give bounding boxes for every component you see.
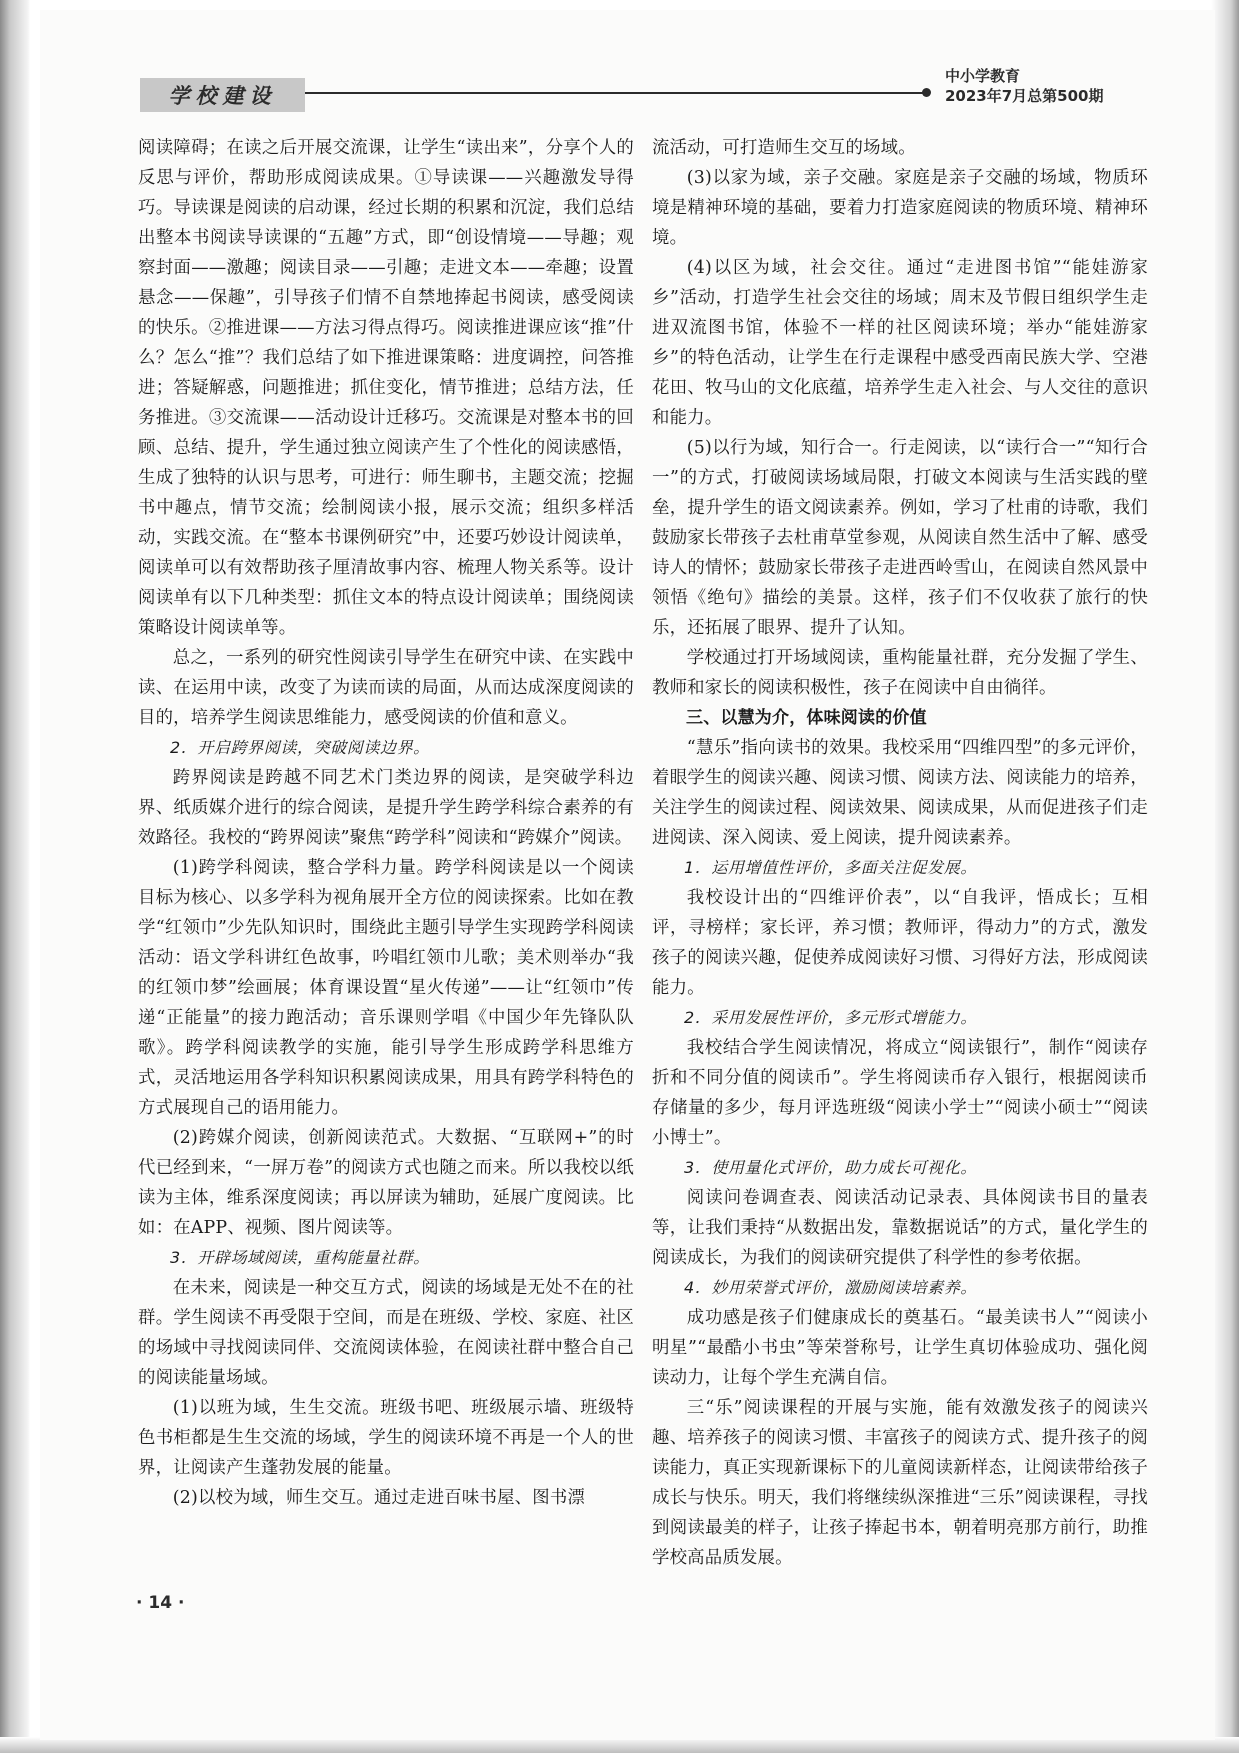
paragraph: (1)以班为域，生生交流。班级书吧、班级展示墙、班级特色书柜都是生生交流的场域，学生的阅读环境不再是一个人的世界，让阅读产生蓬勃发展的能量。 <box>138 1398 634 1478</box>
header-dot <box>922 88 931 97</box>
paragraph: 总之，一系列的研究性阅读引导学生在研究中读、在实践中读、在运用中读，改变了为读而读的局面，从而达成深度阅读的目的，培养学生阅读思维能力，感受阅读的价值和意义。 <box>138 648 634 728</box>
paragraph: 流活动，可打造师生交互的场域。 <box>652 138 916 158</box>
paragraph: (1)跨学科阅读，整合学科力量。跨学科阅读是以一个阅读目标为核心、以多学科为视角展开全方位的阅读探索。比如在教学“红领巾”少先队知识时，围绕此主题引导学生实现跨学科阅读活动：语文学科讲红色故事，吟唱红领巾儿歌；美术则举办“我的红领巾梦”绘画展；体育课设置“星火传递”——让“红领巾”传递“正能量”的接力跑活动；音乐课则学唱《中国少年先锋队队歌》。跨学科阅读教学的实施，能引导学生形成跨学科思维方式，灵活地运用各学科知识积累阅读成果，用具有跨学科特色的方式展现自己的语用能力。 <box>138 858 634 1118</box>
subheading: 2．开启跨界阅读，突破阅读边界。 <box>170 738 430 757</box>
journal-issue: 2023年7月总第500期 <box>945 87 1104 105</box>
page-number: · 14 · <box>136 1593 185 1613</box>
subheading: 2．采用发展性评价，多元形式增能力。 <box>684 1008 977 1027</box>
section-tag: 学校建设 <box>140 78 305 112</box>
paragraph: (2)跨媒介阅读，创新阅读范式。大数据、“互联网+”的时代已经到来，“一屏万卷”的阅读方式也随之而来。所以我校以纸读为主体，维系深度阅读；再以屏读为辅助，延展广度阅读。比如：在APP、视频、图片阅读等。 <box>138 1128 634 1238</box>
paragraph: (4)以区为域，社会交往。通过“走进图书馆”“能娃游家乡”活动，打造学生社会交往的场域；周末及节假日组织学生走进双流图书馆，体验不一样的社区阅读环境；举办“能娃游家乡”的特色活动，让学生在行走课程中感受西南民族大学、空港花田、牧马山的文化底蕴，培养学生走入社会、与人交往的意识和能力。 <box>652 258 1148 428</box>
subheading: 3．开辟场域阅读，重构能量社群。 <box>170 1248 430 1267</box>
paragraph: (2)以校为域，师生交互。通过走进百味书屋、图书漂 <box>172 1488 586 1508</box>
left-column <box>138 133 634 1513</box>
paragraph: 跨界阅读是跨越不同艺术门类边界的阅读，是突破学科边界、纸质媒介进行的综合阅读，是提升学生跨学科综合素养的有效路径。我校的“跨界阅读”聚焦“跨学科”阅读和“跨媒介”阅读。 <box>138 768 634 848</box>
paragraph: 阅读问卷调查表、阅读活动记录表、具体阅读书目的量表等，让我们秉持“从数据出发，靠数据说话”的方式，量化学生的阅读成长，为我们的阅读研究提供了科学性的参考依据。 <box>652 1188 1148 1268</box>
paragraph: 成功感是孩子们健康成长的奠基石。“最美读书人”“阅读小明星”“最酷小书虫”等荣誉称号，让学生真切体验成功、强化阅读动力，让每个学生充满自信。 <box>652 1308 1148 1388</box>
paragraph: “慧乐”指向读书的效果。我校采用“四维四型”的多元评价，着眼学生的阅读兴趣、阅读习惯、阅读方法、阅读能力的培养，关注学生的阅读过程、阅读效果、阅读成果，从而促进孩子们走进阅读、深入阅读、爱上阅读，提升阅读素养。 <box>652 738 1148 848</box>
paragraph: 我校设计出的“四维评价表”，以“自我评，悟成长；互相评，寻榜样；家长评，养习惯；教师评，得动力”的方式，激发孩子的阅读兴趣，促使养成阅读好习惯、习得好方法，形成阅读能力。 <box>652 888 1148 998</box>
paragraph: (3)以家为域，亲子交融。家庭是亲子交融的场域，物质环境是精神环境的基础，要着力打造家庭阅读的物质环境、精神环境。 <box>652 168 1148 248</box>
scan-edge-right <box>1211 0 1239 1753</box>
scan-edge-left <box>0 0 30 1753</box>
right-column <box>652 133 1148 1573</box>
paragraph: 我校结合学生阅读情况，将成立“阅读银行”，制作“阅读存折和不同分值的阅读币”。学生将阅读币存入银行，根据阅读币存储量的多少，每月评选班级“阅读小学士”“阅读小硕士”“阅读小博士”。 <box>652 1038 1148 1148</box>
paragraph: 在未来，阅读是一种交互方式，阅读的场域是无处不在的社群。学生阅读不再受限于空间，而是在班级、学校、家庭、社区的场域中寻找阅读同伴、交流阅读体验，在阅读社群中整合自己的阅读能量场域。 <box>138 1278 634 1388</box>
subheading: 1．运用增值性评价，多面关注促发展。 <box>684 858 977 877</box>
section-heading: 三、以慧为介，体味阅读的价值 <box>686 708 927 728</box>
paragraph: (5)以行为域，知行合一。行走阅读，以“读行合一”“知行合一”的方式，打破阅读场域局限，打破文本阅读与生活实践的壁垒，提升学生的语文阅读素养。例如，学习了杜甫的诗歌，我们鼓励家长带孩子去杜甫草堂参观，从阅读自然生活中了解、感受诗人的情怀；鼓励家长带孩子走进西岭雪山，在阅读自然风景中领悟《绝句》描绘的美景。这样，孩子们不仅收获了旅行的快乐，还拓展了眼界、提升了认知。 <box>652 438 1148 638</box>
subheading: 3．使用量化式评价，助力成长可视化。 <box>684 1158 977 1177</box>
subheading: 4．妙用荣誉式评价，激励阅读培素养。 <box>684 1278 977 1297</box>
journal-name: 中小学教育 <box>945 67 1021 85</box>
header-rule <box>305 92 925 94</box>
paragraph: 学校通过打开场域阅读，重构能量社群，充分发掘了学生、教师和家长的阅读积极性，孩子在阅读中自由徜徉。 <box>652 648 1148 698</box>
journal-info <box>945 66 1145 106</box>
paragraph: 三“乐”阅读课程的开展与实施，能有效激发孩子的阅读兴趣、培养孩子的阅读习惯、丰富孩子的阅读方式、提升孩子的阅读能力，真正实现新课标下的儿童阅读新样态，让阅读带给孩子成长与快乐。明天，我们将继续纵深推进“三乐”阅读课程，寻找到阅读最美的样子，让孩子捧起书本，朝着明亮那方前行，助推学校高品质发展。 <box>652 1398 1148 1568</box>
paragraph: 阅读障碍；在读之后开展交流课，让学生“读出来”，分享个人的反思与评价，帮助形成阅读成果。①导读课——兴趣激发导得巧。导读课是阅读的启动课，经过长期的积累和沉淀，我们总结出整本书阅读导读课的“五趣”方式，即“创设情境——导趣；观察封面——激趣；阅读目录——引趣；走进文本——牵趣；设置悬念——保趣”，引导孩子们情不自禁地捧起书阅读，感受阅读的快乐。②推进课——方法习得点得巧。阅读推进课应该“推”什么？怎么“推”？我们总结了如下推进课策略：进度调控，问答推进；答疑解惑，问题推进；抓住变化，情节推进；总结方法，任务推进。③交流课——活动设计迁移巧。交流课是对整本书的回顾、总结、提升，学生通过独立阅读产生了个性化的阅读感悟，生成了独特的认识与思考，可进行：师生聊书，主题交流；挖掘书中趣点，情节交流；绘制阅读小报，展示交流；组织多样活动，实践交流。在“整本书课例研究”中，还要巧妙设计阅读单，阅读单可以有效帮助孩子厘清故事内容、梳理人物关系等。设计阅读单有以下几种类型：抓住文本的特点设计阅读单；围绕阅读策略设计阅读单等。 <box>138 138 634 638</box>
